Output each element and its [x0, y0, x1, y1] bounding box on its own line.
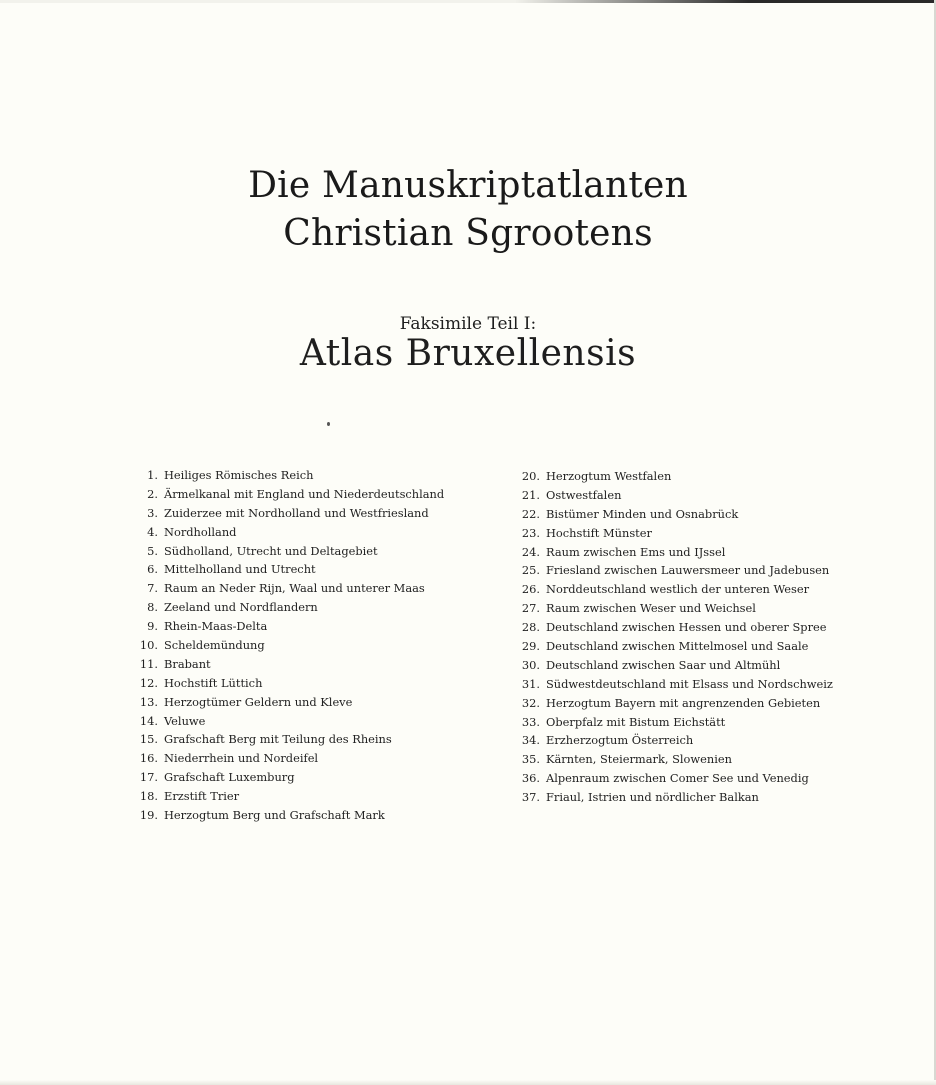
map-number: 31.: [521, 676, 540, 691]
map-number: 16.: [139, 751, 158, 766]
map-list-item: [500, 731, 833, 750]
map-list-item: [500, 637, 833, 656]
map-title: Herzogtümer Geldern und Kleve: [164, 694, 353, 709]
map-title: Mittelholland und Utrecht: [164, 562, 316, 577]
map-number: 4.: [147, 524, 158, 539]
map-number: 14.: [139, 713, 158, 728]
map-title: Deutschland zwischen Hessen und oberer Spree: [546, 620, 827, 635]
map-list-item: [500, 675, 833, 694]
map-list-item: [500, 656, 833, 675]
map-list-item: [118, 712, 444, 731]
map-list-item: [118, 806, 444, 825]
map-list-item: [118, 749, 444, 768]
map-title: Kärnten, Steiermark, Slowenien: [546, 752, 732, 767]
map-number: 18.: [139, 789, 158, 804]
map-title: Grafschaft Berg mit Teilung des Rheins: [164, 732, 392, 747]
map-title: Bistümer Minden und Osnabrück: [546, 506, 739, 521]
map-number: 37.: [521, 790, 540, 805]
map-number: 24.: [521, 544, 540, 559]
map-list-item: [500, 580, 833, 599]
map-list-item: [500, 486, 833, 505]
page-bottom-edge: [0, 1080, 936, 1085]
map-list-item: [500, 524, 833, 543]
map-number: 32.: [521, 695, 540, 710]
map-title: Veluwe: [164, 713, 206, 728]
map-title: Hochstift Lüttich: [164, 675, 263, 690]
map-title: Deutschland zwischen Mittelmosel und Saale: [546, 639, 809, 654]
map-number: 9.: [147, 619, 158, 634]
map-number: 1.: [147, 468, 158, 482]
map-list-item: [118, 617, 444, 636]
map-list-left: [118, 466, 444, 825]
atlas-title: Atlas Bruxellensis: [299, 333, 637, 374]
map-number: 28.: [521, 620, 540, 635]
map-number: 30.: [521, 657, 540, 672]
map-number: 11.: [139, 656, 158, 671]
book-title-line-2: Christian Sgrootens: [283, 213, 653, 254]
map-title: Norddeutschland westlich der unteren Weser: [546, 582, 810, 597]
map-list-item: [118, 598, 444, 617]
map-title: Erzherzogtum Österreich: [546, 733, 694, 748]
map-title: Ärmelkanal mit England und Niederdeutschland: [164, 486, 445, 501]
map-list-item: [118, 542, 444, 561]
map-list-item: [500, 750, 833, 769]
map-number: 22.: [521, 506, 540, 521]
map-list-item: [500, 713, 833, 732]
map-list-item: [500, 694, 833, 713]
map-list-item: [118, 579, 444, 598]
map-number: 12.: [139, 675, 158, 690]
map-list-item: [118, 636, 444, 655]
map-list-item: [118, 768, 444, 787]
map-title: Herzogtum Berg und Grafschaft Mark: [164, 808, 385, 823]
map-number: 34.: [521, 733, 540, 748]
map-title: Heiliges Römisches Reich: [164, 468, 314, 482]
map-title: Herzogtum Westfalen: [546, 469, 672, 483]
map-number: 19.: [139, 808, 158, 823]
map-title: Zeeland und Nordflandern: [164, 600, 318, 615]
map-list-item: [500, 505, 833, 524]
map-title: Scheldemündung: [164, 638, 265, 653]
map-title: Rhein-Maas-Delta: [164, 619, 268, 634]
map-number: 3.: [147, 505, 158, 520]
map-number: 21.: [521, 487, 540, 502]
map-list-item: [500, 543, 833, 562]
map-number: 35.: [521, 752, 540, 767]
map-list-item: [118, 485, 444, 504]
map-title: Nordholland: [164, 524, 237, 539]
map-number: 8.: [147, 600, 158, 615]
map-list-item: [118, 787, 444, 806]
map-title: Raum an Neder Rijn, Waal und unterer Maas: [164, 581, 425, 596]
map-number: 27.: [521, 601, 540, 616]
map-list-item: [118, 655, 444, 674]
facsimile-subtitle: Faksimile Teil I:: [399, 314, 537, 334]
map-title: Ostwestfalen: [546, 487, 622, 502]
map-number: 33.: [521, 714, 540, 729]
map-list-item: [118, 560, 444, 579]
map-number: 10.: [139, 638, 158, 653]
map-list-item: [118, 730, 444, 749]
map-title: Friesland zwischen Lauwersmeer und Jadebusen: [546, 563, 830, 578]
map-list-right: [500, 467, 833, 807]
map-list-item: [500, 618, 833, 637]
map-list-item: [500, 788, 833, 807]
map-title: Friaul, Istrien und nördlicher Balkan: [546, 790, 759, 805]
map-title: Oberpfalz mit Bistum Eichstätt: [546, 714, 726, 729]
map-list-item: [500, 599, 833, 618]
map-list-item: [118, 466, 444, 485]
map-title: Raum zwischen Weser und Weichsel: [546, 601, 756, 616]
map-list-item: [500, 769, 833, 788]
map-title: Südwestdeutschland mit Elsass und Nordschweiz: [546, 676, 833, 691]
map-list-item: [118, 674, 444, 693]
map-list-item: [118, 504, 444, 523]
map-number: 7.: [147, 581, 158, 596]
map-title: Hochstift Münster: [546, 525, 652, 540]
map-number: 17.: [139, 770, 158, 785]
map-number: 29.: [521, 639, 540, 654]
map-number: 15.: [139, 732, 158, 747]
map-list-item: [118, 523, 444, 542]
map-list-item: [500, 467, 833, 486]
map-number: 36.: [521, 771, 540, 786]
map-number: 26.: [521, 582, 540, 597]
map-title: Herzogtum Bayern mit angrenzenden Gebieten: [546, 695, 821, 710]
map-title: Südholland, Utrecht und Deltagebiet: [164, 543, 378, 558]
map-list-item: [500, 561, 833, 580]
map-title: Niederrhein und Nordeifel: [164, 751, 319, 766]
map-number: 13.: [139, 694, 158, 709]
map-title: Zuiderzee mit Nordholland und Westfriesland: [164, 505, 429, 520]
map-title: Raum zwischen Ems und IJssel: [546, 544, 726, 559]
map-title: Alpenraum zwischen Comer See und Venedig: [546, 771, 809, 786]
map-title: Deutschland zwischen Saar und Altmühl: [546, 657, 781, 672]
map-number: 2.: [147, 486, 158, 501]
page-top-edge: [0, 0, 936, 3]
map-title: Erzstift Trier: [164, 789, 240, 804]
map-number: 23.: [521, 525, 540, 540]
map-number: 25.: [521, 563, 540, 578]
map-list-item: [118, 693, 444, 712]
map-title: Brabant: [164, 656, 211, 671]
book-title-line-1: Die Manuskriptatlanten: [248, 165, 688, 206]
map-number: 5.: [147, 543, 158, 558]
print-speck: [327, 422, 330, 426]
map-number: 20.: [521, 469, 540, 483]
map-title: Grafschaft Luxemburg: [164, 770, 295, 785]
map-number: 6.: [147, 562, 158, 577]
